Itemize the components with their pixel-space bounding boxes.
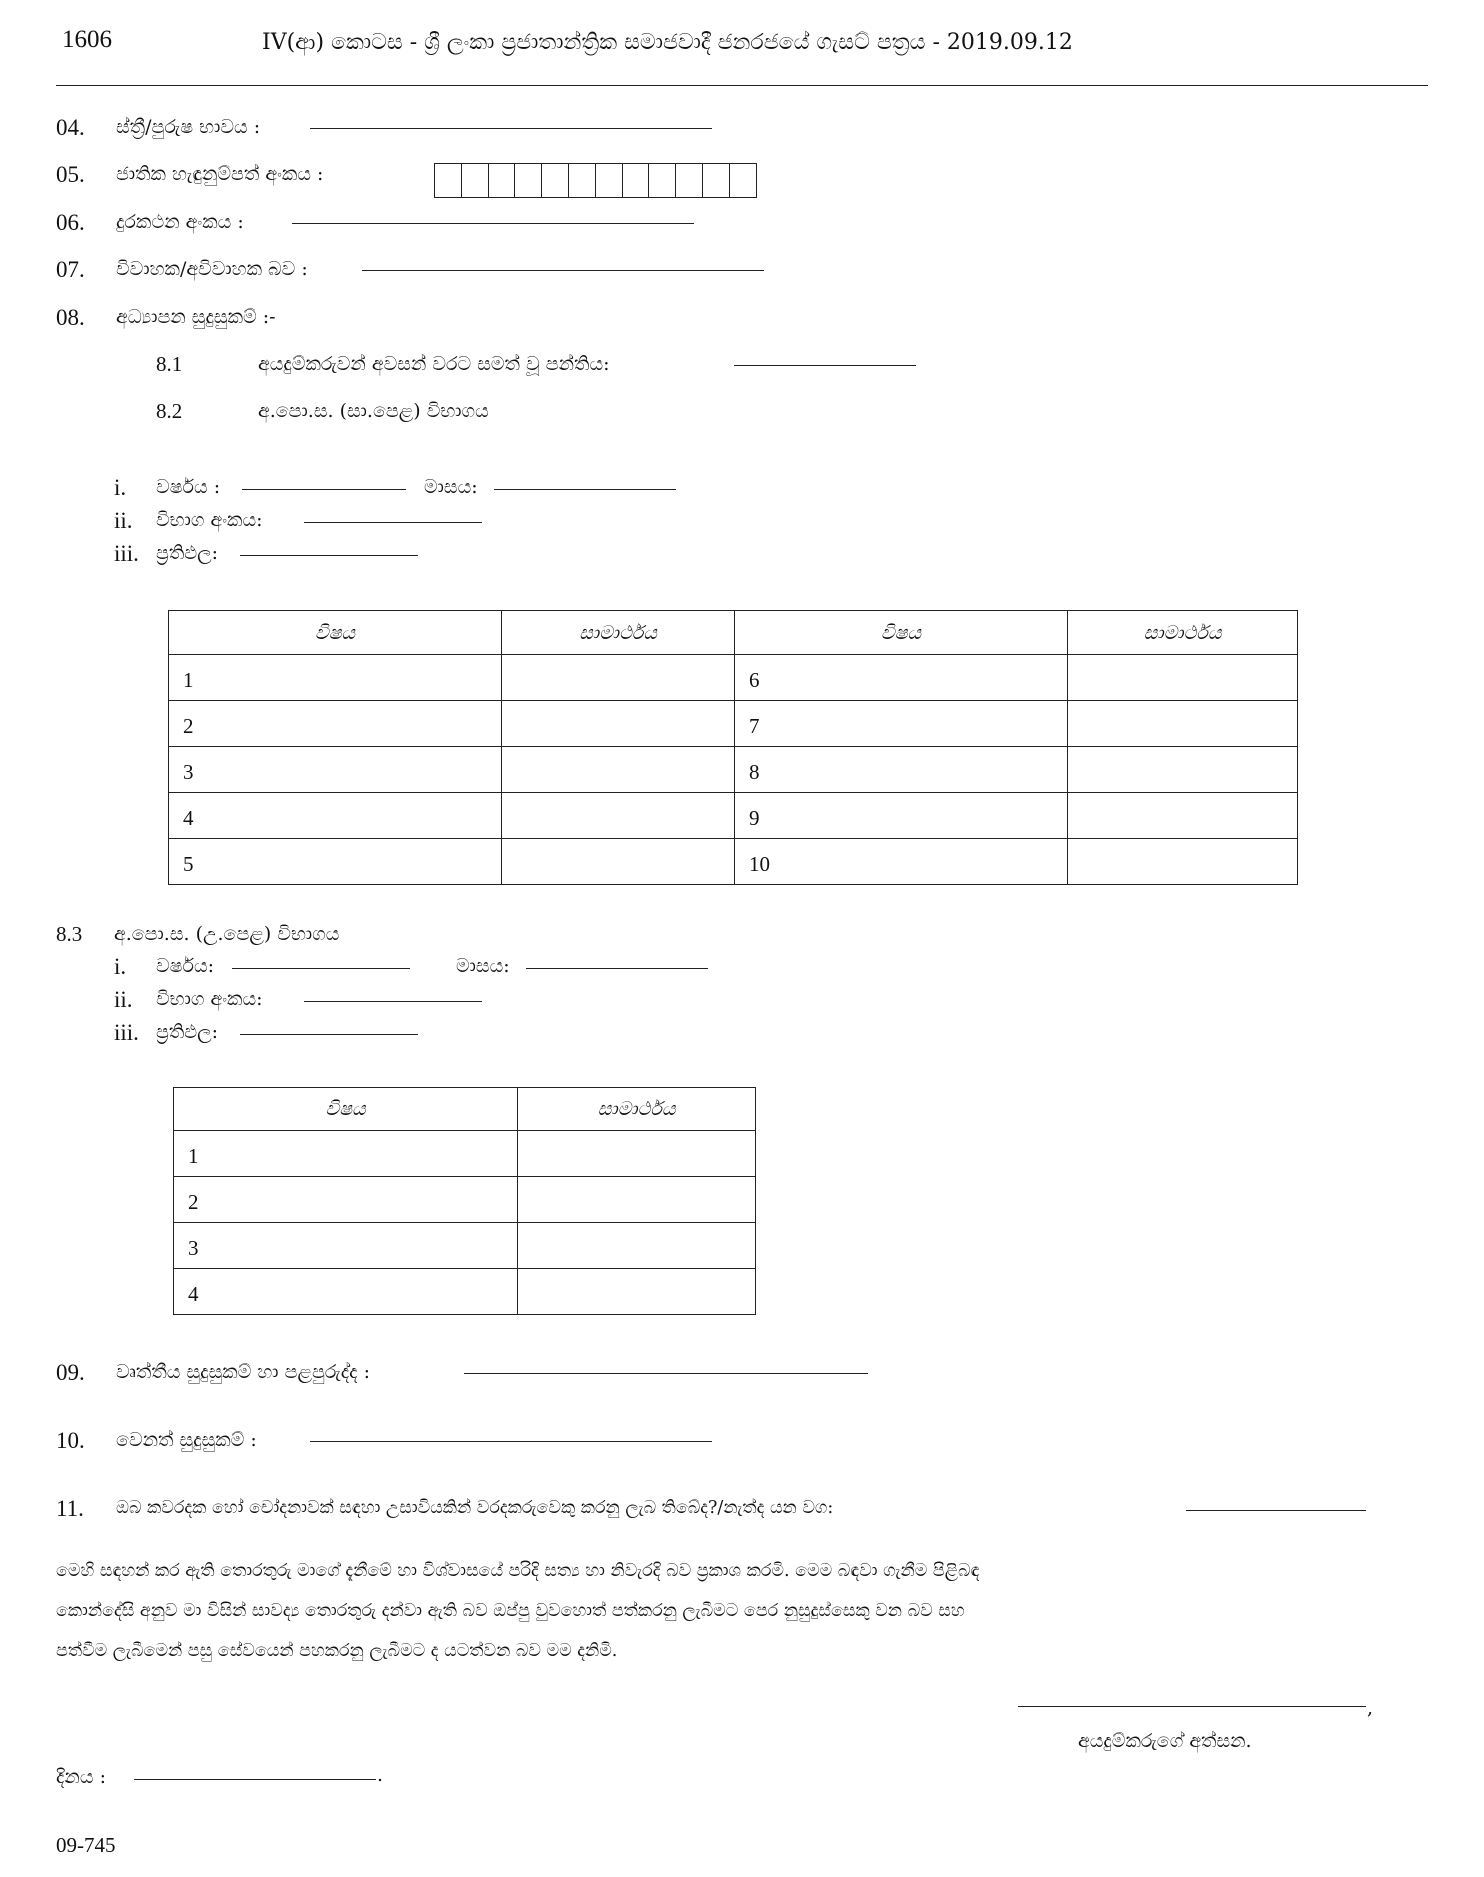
declaration-line-3: පත්වීම ලැබීමෙන් පසු සේවයෙන් පහකරනු ලැබීමට ද යටත්වන බව මම දනිමි. — [56, 1641, 618, 1661]
subject-number[interactable]: 4 — [174, 1269, 518, 1315]
subject-number[interactable]: 1 — [174, 1131, 518, 1177]
table-row — [169, 655, 1298, 701]
gender-label: ස්ත්‍රී/පුරුෂ භාවය : — [116, 116, 261, 138]
table-row — [174, 1269, 756, 1315]
declaration-line-2: කොන්දේසි අනුව මා විසින් සාවද්‍ය තොරතුරු දන්වා ඇති බව ඔප්පු වුවහොත් පත්කරනු ලැබීමට පෙර නුසුදුස්සෙකු වන බව සහ — [56, 1601, 965, 1621]
ol-index-label: විභාග අංකය: — [156, 509, 263, 531]
conviction-answer-field[interactable] — [1186, 1510, 1366, 1511]
ol-month-field[interactable] — [494, 489, 676, 490]
education-label: අධ්‍යාපන සුදුසුකම් :- — [116, 306, 276, 328]
subject-number[interactable]: 8 — [735, 747, 1068, 793]
gazette-header-title: IV(ආ) කොටස - ශ්‍රී ලංකා ප්‍රජාතාන්ත්‍රික සමාජවාදී ජනරජයේ ගැසට් පත්‍රය - 2019.09.12 — [262, 30, 1073, 55]
item-10-number: 10. — [56, 1428, 85, 1453]
grade-cell[interactable] — [502, 747, 735, 793]
al-result-label: ප්‍රතිඵල: — [156, 1021, 219, 1043]
ol-index-field[interactable] — [304, 522, 482, 523]
grade-cell[interactable] — [502, 701, 735, 747]
subject-number[interactable]: 1 — [169, 655, 502, 701]
table-row — [169, 839, 1298, 885]
item-11-number: 11. — [56, 1496, 84, 1521]
al-year-field[interactable] — [232, 968, 410, 969]
table-row — [169, 747, 1298, 793]
grade-cell[interactable] — [518, 1223, 756, 1269]
other-qualifications-field[interactable] — [310, 1441, 712, 1442]
last-class-passed-field[interactable] — [734, 365, 916, 366]
signature-label: අයදුම්කරුගේ අත්සන. — [1078, 1730, 1252, 1752]
signature-comma: , — [1367, 1697, 1374, 1719]
professional-qualifications-label: වෘත්තීය සුදුසුකම් හා පළපුරුද්ද : — [116, 1361, 371, 1383]
ol-result-field[interactable] — [240, 555, 418, 556]
grade-cell[interactable] — [502, 793, 735, 839]
grade-header: සාමාර්ථය — [1068, 611, 1298, 655]
conviction-question-label: ඔබ කවරදක හෝ චෝදනාවක් සඳහා උසාවියකින් වරදකරුවෙකු කරනු ලැබ තිබේද?/නැත්ද යන වග: — [116, 1498, 834, 1518]
subject-number[interactable]: 4 — [169, 793, 502, 839]
grade-cell[interactable] — [518, 1269, 756, 1315]
grade-cell[interactable] — [518, 1131, 756, 1177]
al-row-ii-number: ii. — [114, 987, 133, 1012]
declaration-line-1: මෙහි සඳහන් කර ඇති තොරතුරු මාගේ දැනීමේ හා විශ්වාසයේ පරිදි සත්‍ය හා නිවැරදි බව ප්‍රකාශ කරමි. මෙම බඳවා ගැනීම පිළිබඳ — [56, 1561, 980, 1581]
grade-cell[interactable] — [502, 839, 735, 885]
professional-qualifications-field[interactable] — [464, 1373, 868, 1374]
grade-cell[interactable] — [1068, 793, 1298, 839]
ol-row-iii-number: iii. — [114, 541, 139, 566]
ol-year-label: වර්ෂය : — [156, 476, 221, 498]
item-08-number: 08. — [56, 305, 85, 330]
table-row — [169, 793, 1298, 839]
ol-row-ii-number: ii. — [114, 508, 133, 533]
al-results-table — [173, 1087, 756, 1315]
subject-number[interactable]: 2 — [169, 701, 502, 747]
item-8-2-number: 8.2 — [156, 399, 183, 423]
subject-number[interactable]: 6 — [735, 655, 1068, 701]
last-class-passed-label: අයදුම්කරුවන් අවසන් වරට සමත් වූ පන්තිය: — [258, 353, 610, 375]
subject-number[interactable]: 3 — [169, 747, 502, 793]
page-number: 1606 — [62, 26, 112, 53]
grade-cell[interactable] — [502, 655, 735, 701]
phone-field[interactable] — [292, 223, 694, 224]
header-divider — [56, 85, 1428, 86]
subject-number[interactable]: 7 — [735, 701, 1068, 747]
notice-code: 09-745 — [56, 1833, 116, 1857]
ol-year-field[interactable] — [242, 489, 406, 490]
subject-number[interactable]: 2 — [174, 1177, 518, 1223]
ol-exam-label: අ.පො.ස. (සා.පෙළ) විභාගය — [258, 400, 489, 422]
al-result-field[interactable] — [240, 1034, 418, 1035]
grade-header: සාමාර්ථය — [502, 611, 735, 655]
al-index-field[interactable] — [304, 1001, 482, 1002]
item-09-number: 09. — [56, 1360, 85, 1385]
al-index-label: විභාග අංකය: — [156, 988, 263, 1010]
al-row-iii-number: iii. — [114, 1020, 139, 1045]
table-row — [169, 701, 1298, 747]
al-year-label: වර්ෂය: — [156, 955, 215, 977]
date-label: දිනය : — [56, 1766, 106, 1788]
al-month-label: මාසය: — [456, 955, 510, 977]
marital-status-field[interactable] — [362, 270, 764, 271]
subject-number[interactable]: 9 — [735, 793, 1068, 839]
al-month-field[interactable] — [526, 968, 708, 969]
signature-line[interactable] — [1018, 1706, 1366, 1707]
al-row-i-number: i. — [114, 954, 127, 979]
ol-results-table — [168, 610, 1298, 885]
grade-cell[interactable] — [1068, 839, 1298, 885]
nic-label: ජාතික හැඳුනුම්පත් අංකය : — [116, 163, 324, 185]
table-row — [174, 1177, 756, 1223]
subject-number[interactable]: 3 — [174, 1223, 518, 1269]
item-06-number: 06. — [56, 210, 85, 235]
subject-number[interactable]: 10 — [735, 839, 1068, 885]
item-07-number: 07. — [56, 257, 85, 282]
al-exam-label: අ.පො.ස. (උ.පෙළ) විභාගය — [114, 923, 340, 945]
phone-label: දුරකථන අංකය : — [116, 211, 244, 233]
table-header-row — [174, 1088, 756, 1131]
item-05-number: 05. — [56, 162, 85, 187]
marital-status-label: විවාහක/අවිවාහක බව : — [116, 258, 308, 280]
date-field[interactable] — [134, 1779, 376, 1780]
table-row — [174, 1131, 756, 1177]
grade-cell[interactable] — [1068, 701, 1298, 747]
item-8-1-number: 8.1 — [156, 352, 183, 376]
subject-header: විෂය — [169, 611, 502, 655]
other-qualifications-label: වෙනත් සුදුසුකම් : — [116, 1429, 257, 1451]
subject-number[interactable]: 5 — [169, 839, 502, 885]
date-period: . — [377, 1764, 384, 1786]
ol-result-label: ප්‍රතිඵල: — [156, 542, 219, 564]
subject-header: විෂය — [174, 1088, 518, 1131]
ol-row-i-number: i. — [114, 475, 127, 500]
gender-field[interactable] — [310, 128, 712, 129]
table-row — [174, 1223, 756, 1269]
grade-cell[interactable] — [1068, 747, 1298, 793]
item-8-3-number: 8.3 — [56, 922, 83, 946]
grade-header: සාමාර්ථය — [518, 1088, 756, 1131]
grade-cell[interactable] — [518, 1177, 756, 1223]
ol-month-label: මාසය: — [424, 476, 478, 498]
item-04-number: 04. — [56, 115, 85, 140]
nic-input-boxes[interactable] — [434, 163, 757, 198]
table-header-row — [169, 611, 1298, 655]
subject-header: විෂය — [735, 611, 1068, 655]
grade-cell[interactable] — [1068, 655, 1298, 701]
